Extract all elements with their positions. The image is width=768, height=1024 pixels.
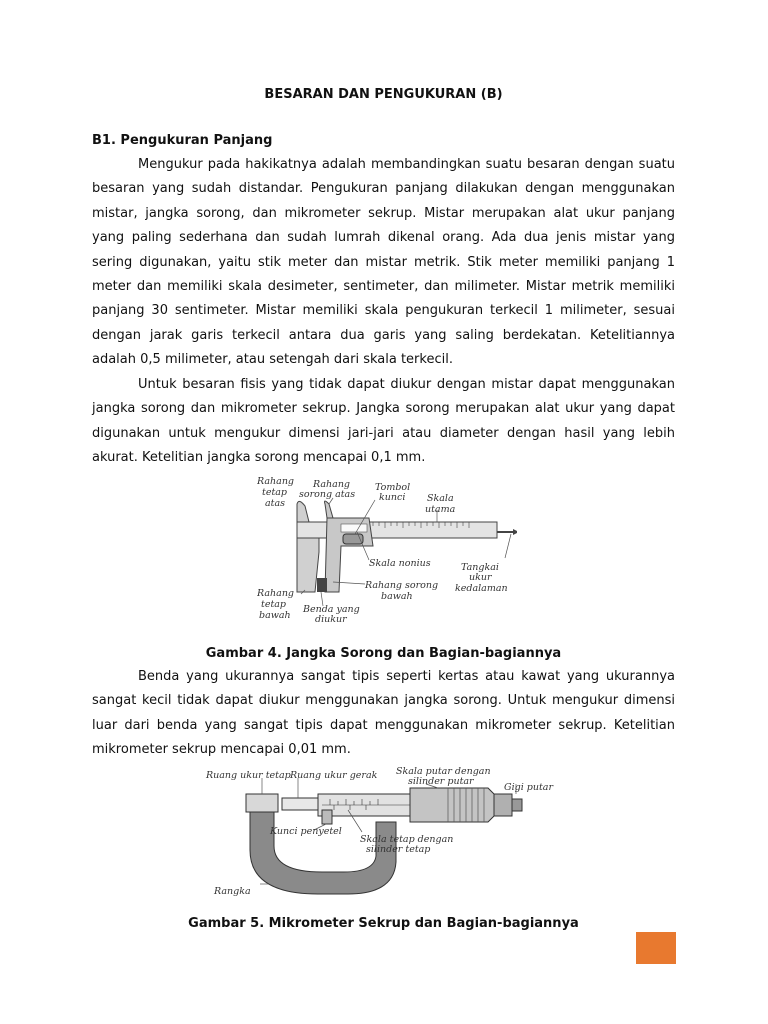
svg-text:Tombol: Tombol — [375, 482, 411, 493]
svg-text:sorong atas: sorong atas — [299, 489, 356, 500]
svg-text:Benda yang: Benda yang — [303, 604, 360, 615]
svg-text:Skala tetap dengan: Skala tetap dengan — [360, 834, 454, 845]
svg-text:silinder tetap: silinder tetap — [366, 844, 431, 855]
svg-text:diukur: diukur — [315, 614, 347, 624]
vernier-caliper-figure — [257, 474, 517, 624]
svg-text:Rahang: Rahang — [257, 588, 295, 599]
kunci-penyetel-shape — [322, 810, 332, 824]
svg-text:Rahang: Rahang — [257, 476, 295, 487]
svg-text:Skala nonius: Skala nonius — [369, 558, 431, 569]
svg-text:silinder putar: silinder putar — [408, 776, 474, 787]
svg-text:Rangka: Rangka — [214, 886, 251, 897]
page-title: BESARAN DAN PENGUKURAN (B) — [264, 87, 503, 102]
paragraph-2: Untuk besaran fisis yang tidak dapat diukur dengan mistar dapat menggunakan jangka sorong dan mikrometer sekrup. Jangka sorong merupakan alat ukur yang dapat digunakan untuk mengukur dimensi jari-jari atau diameter dengan hasil yang lebih akurat. Ketelitian jangka sorong mencapai 0,1 mm. — [92, 377, 675, 466]
benda-yang-diukur-shape — [317, 578, 327, 592]
svg-text:bawah: bawah — [381, 591, 413, 602]
svg-text:bawah: bawah — [259, 610, 291, 621]
svg-text:Skala: Skala — [427, 493, 454, 504]
paragraph-3: Benda yang ukurannya sangat tipis seperti kertas atau kawat yang ukurannya sangat kecil tidak dapat diukur menggunakan jangka sorong. Untuk mengukur dimensi luar dari benda yang sangat tipis dapat menggunakan mikrometer sekrup. Ketelitian mikrometer sekrup mencapai 0,01 mm. — [92, 669, 675, 758]
figure-4-caption: Gambar 4. Jangka Sorong dan Bagian-bagiannya — [205, 646, 562, 661]
rahang-tetap-atas-shape — [297, 501, 309, 522]
svg-text:atas: atas — [265, 498, 286, 509]
svg-text:Kunci penyetel: Kunci penyetel — [270, 826, 342, 837]
svg-text:Gigi putar: Gigi putar — [504, 782, 553, 793]
svg-text:Rahang: Rahang — [313, 479, 351, 490]
svg-text:Ruang ukur tetap: Ruang ukur tetap — [206, 770, 291, 781]
gigi-putar-shape — [494, 794, 512, 816]
svg-text:tetap: tetap — [262, 487, 288, 498]
svg-text:kunci: kunci — [379, 492, 406, 503]
svg-text:Ruang ukur gerak: Ruang ukur gerak — [290, 770, 378, 781]
paragraph-1: Mengukur pada hakikatnya adalah membandingkan suatu besaran dengan suatu besaran yang sudah distandar. Pengukuran panjang dilakukan dengan menggunakan mistar, jangka sorong, dan mikrometer sekrup. Mistar merupakan alat ukur panjang yang paling sederhana dan sudah lumrah dikenal orang. Ada dua jenis mistar yang sering digunakan, yaitu stik meter dan mistar metrik. Stik meter memiliki panjang 1 meter dan memiliki skala desimeter, sentimeter, dan milimeter. Mistar metrik memiliki panjang 30 sentimeter. Mistar memiliki skala pengukuran terkecil 1 milimeter, sesuai dengan jarak garis terkecil antara dua garis yang saling berdekatan. Ketelitiannya adalah 0,5 milimeter, atau setengah dari skala terkecil. — [92, 157, 675, 368]
figure-5-caption: Gambar 5. Mikrometer Sekrup dan Bagian-bagiannya — [188, 916, 579, 931]
svg-text:kedalaman: kedalaman — [455, 583, 508, 594]
svg-text:Rahang sorong: Rahang sorong — [365, 580, 439, 591]
section-heading: B1. Pengukuran Panjang — [92, 133, 273, 148]
ruang-ukur-gerak-shape — [282, 798, 318, 810]
svg-text:ukur: ukur — [469, 572, 492, 583]
ruang-ukur-tetap-shape — [246, 794, 278, 812]
svg-text:tetap: tetap — [261, 599, 287, 610]
micrometer-figure — [198, 766, 570, 902]
svg-text:utama: utama — [425, 504, 456, 515]
svg-text:Tangkai: Tangkai — [461, 562, 499, 573]
page-corner-accent — [636, 932, 676, 964]
svg-text:Skala putar dengan: Skala putar dengan — [396, 766, 491, 777]
skala-putar-shape — [410, 788, 494, 822]
